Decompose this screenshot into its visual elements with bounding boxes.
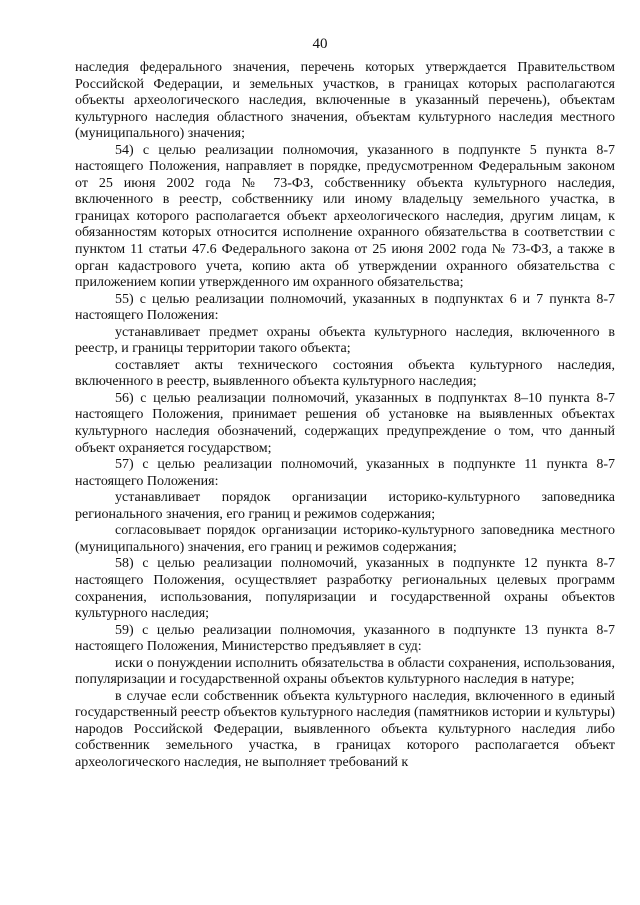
- body-text: [75, 60, 615, 772]
- paragraph: составляет акты технического состояния объекта культурного наследия, включенного в реестр, выявленного объекта культурного наследия;: [75, 357, 615, 390]
- page-number: 40: [312, 36, 328, 52]
- paragraph: в случае если собственник объекта культурного наследия, включенного в единый государственный реестр объектов культурного наследия (памятников истории и культуры) народов Российской Федерации, выявленного объекта культурного наследия либо собственник земельного участка, в границах которого располагается объект археологического наследия, не выполняет требований к: [75, 688, 615, 770]
- paragraph: иски о понуждении исполнить обязательства в области сохранения, использования, популяризации и государственной охраны объектов культурного наследия в натуре;: [75, 655, 615, 688]
- paragraph: 58) с целью реализации полномочий, указанных в подпункте 12 пункта 8-7 настоящего Положения, осуществляет разработку региональных целевых программ сохранения, использования, популяризации и государственной охраны объектов культурного наследия;: [75, 556, 615, 622]
- paragraph: наследия федерального значения, перечень которых утверждается Правительством Российской Федерации, и земельных участков, в границах которых располагаются объекты археологического наследия, включенные в указанный перечень), объектам культурного наследия областного значения, объектам культурного наследия местного (муниципального) значения;: [75, 60, 615, 142]
- paragraph: 57) с целью реализации полномочий, указанных в подпункте 11 пункта 8-7 настоящего Положения:: [75, 457, 615, 489]
- paragraph: 56) с целью реализации полномочий, указанных в подпунктах 8–10 пункта 8-7 настоящего Положения, принимает решения об установке на выявленных объектах культурного наследия обозначений, содержащих предупреждение о том, что данный объект охраняется государством;: [75, 390, 615, 456]
- paragraph: 59) с целью реализации полномочия, указанного в подпункте 13 пункта 8-7 настоящего Положения, Министерство предъявляет в суд:: [75, 622, 615, 655]
- paragraph: 55) с целью реализации полномочий, указанных в подпунктах 6 и 7 пункта 8-7 настоящего Положения:: [75, 291, 615, 324]
- paragraph: устанавливает предмет охраны объекта культурного наследия, включенного в реестр, и границы территории такого объекта;: [75, 324, 615, 357]
- paragraph: согласовывает порядок организации историко-культурного заповедника местного (муниципального) значения, его границ и режимов содержания;: [75, 523, 615, 555]
- paragraph: 54) с целью реализации полномочия, указанного в подпункте 5 пункта 8-7 настоящего Положения, направляет в порядке, предусмотренном Федеральным законом от 25 июня 2002 года № 73-ФЗ, собственнику объекта культурного наследия, включенного в реестр, собственнику или иному владельцу земельного участка, в границах которого располагается объект археологического наследия, другим лицам, к обязанностям которых относится исполнение охранного обязательства в соответствии с пунктом 11 статьи 47.6 Федерального закона от 25 июня 2002 года № 73-ФЗ, а также в орган кадастрового учета, копию акта об утверждении охранного обязательства с приложением копии утвержденного им охранного обязательства;: [75, 142, 615, 291]
- paragraph: устанавливает порядок организации историко-культурного заповедника регионального значения, его границ и режимов содержания;: [75, 490, 615, 522]
